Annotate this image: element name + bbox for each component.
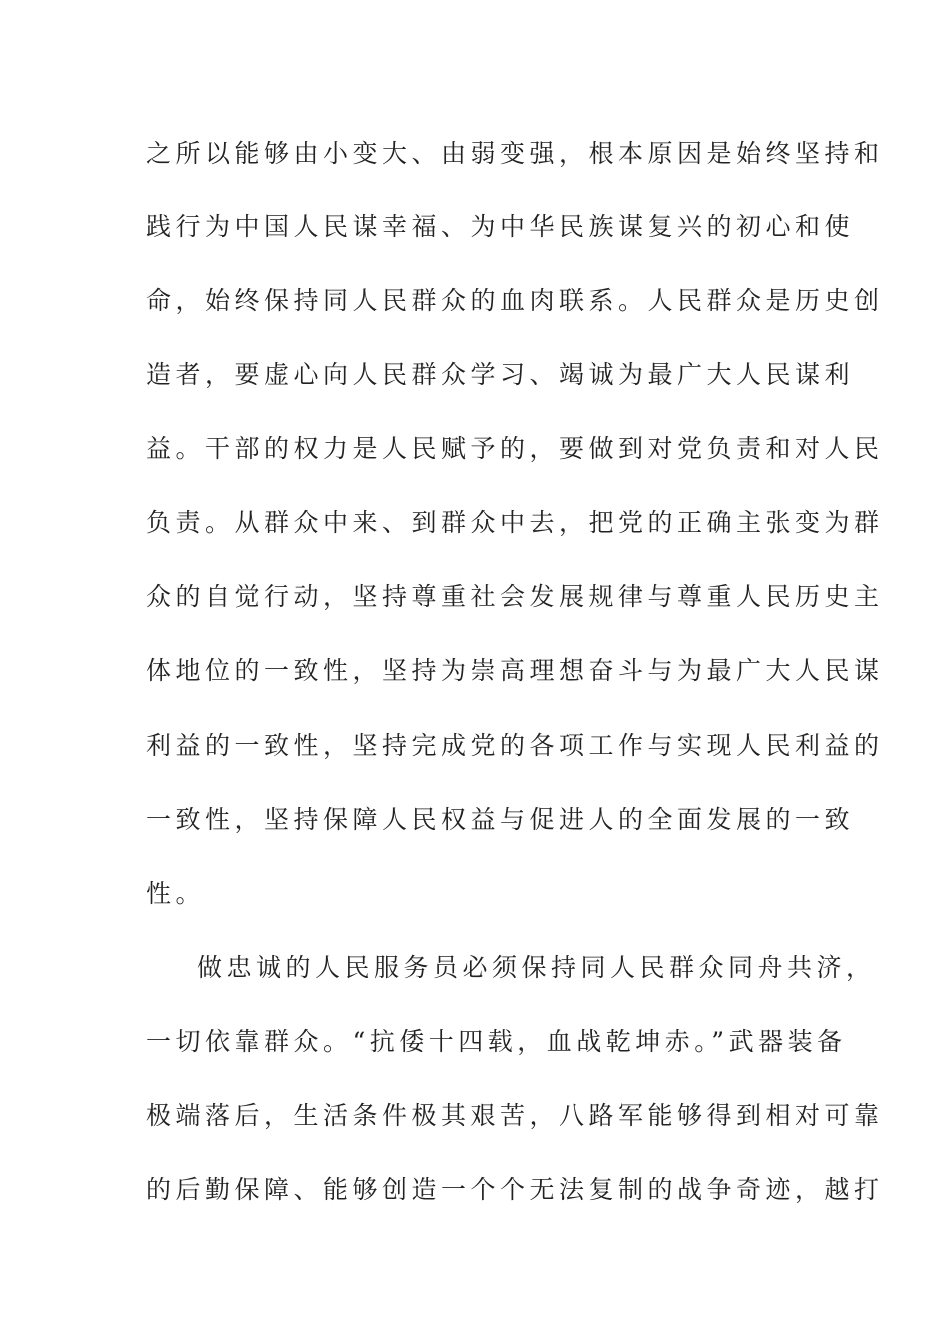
paragraph-2-line-1: 做忠诚的人民服务员必须保持同人民群众同舟共济， [197,953,876,982]
paragraph-1-line-8: 体地位的一致性，坚持为崇高理想奋斗与为最广大人民谋 [146,656,884,685]
paragraph-1-line-2: 践行为中国人民谋幸福、为中华民族谋复兴的初心和使 [146,212,855,241]
paragraph-1-line-5: 益。干部的权力是人民赋予的，要做到对党负责和对人民 [146,434,884,463]
paragraph-1-line-11: 性。 [146,879,206,908]
paragraph-2-line-3: 极端落后，生活条件极其艰苦，八路军能够得到相对可靠 [146,1101,884,1130]
paragraph-2-line-2: 一切依靠群众。“抗倭十四载，血战乾坤赤。”武器装备 [146,1027,847,1056]
paragraph-1-line-9: 利益的一致性，坚持完成党的各项工作与实现人民利益的 [146,731,884,760]
paragraph-1-line-6: 负责。从群众中来、到群众中去，把党的正确主张变为群 [146,508,884,537]
paragraph-1-line-4: 造者，要虚心向人民群众学习、竭诚为最广大人民谋利 [146,360,855,389]
paragraph-1-line-3: 命，始终保持同人民群众的血肉联系。人民群众是历史创 [146,286,884,315]
paragraph-2-line-4: 的后勤保障、能够创造一个个无法复制的战争奇迹，越打 [146,1175,884,1204]
paragraph-1-line-7: 众的自觉行动，坚持尊重社会发展规律与尊重人民历史主 [146,582,884,611]
paragraph-1-line-10: 一致性，坚持保障人民权益与促进人的全面发展的一致 [146,805,855,834]
paragraph-1-line-1: 之所以能够由小变大、由弱变强，根本原因是始终坚持和 [146,139,884,168]
